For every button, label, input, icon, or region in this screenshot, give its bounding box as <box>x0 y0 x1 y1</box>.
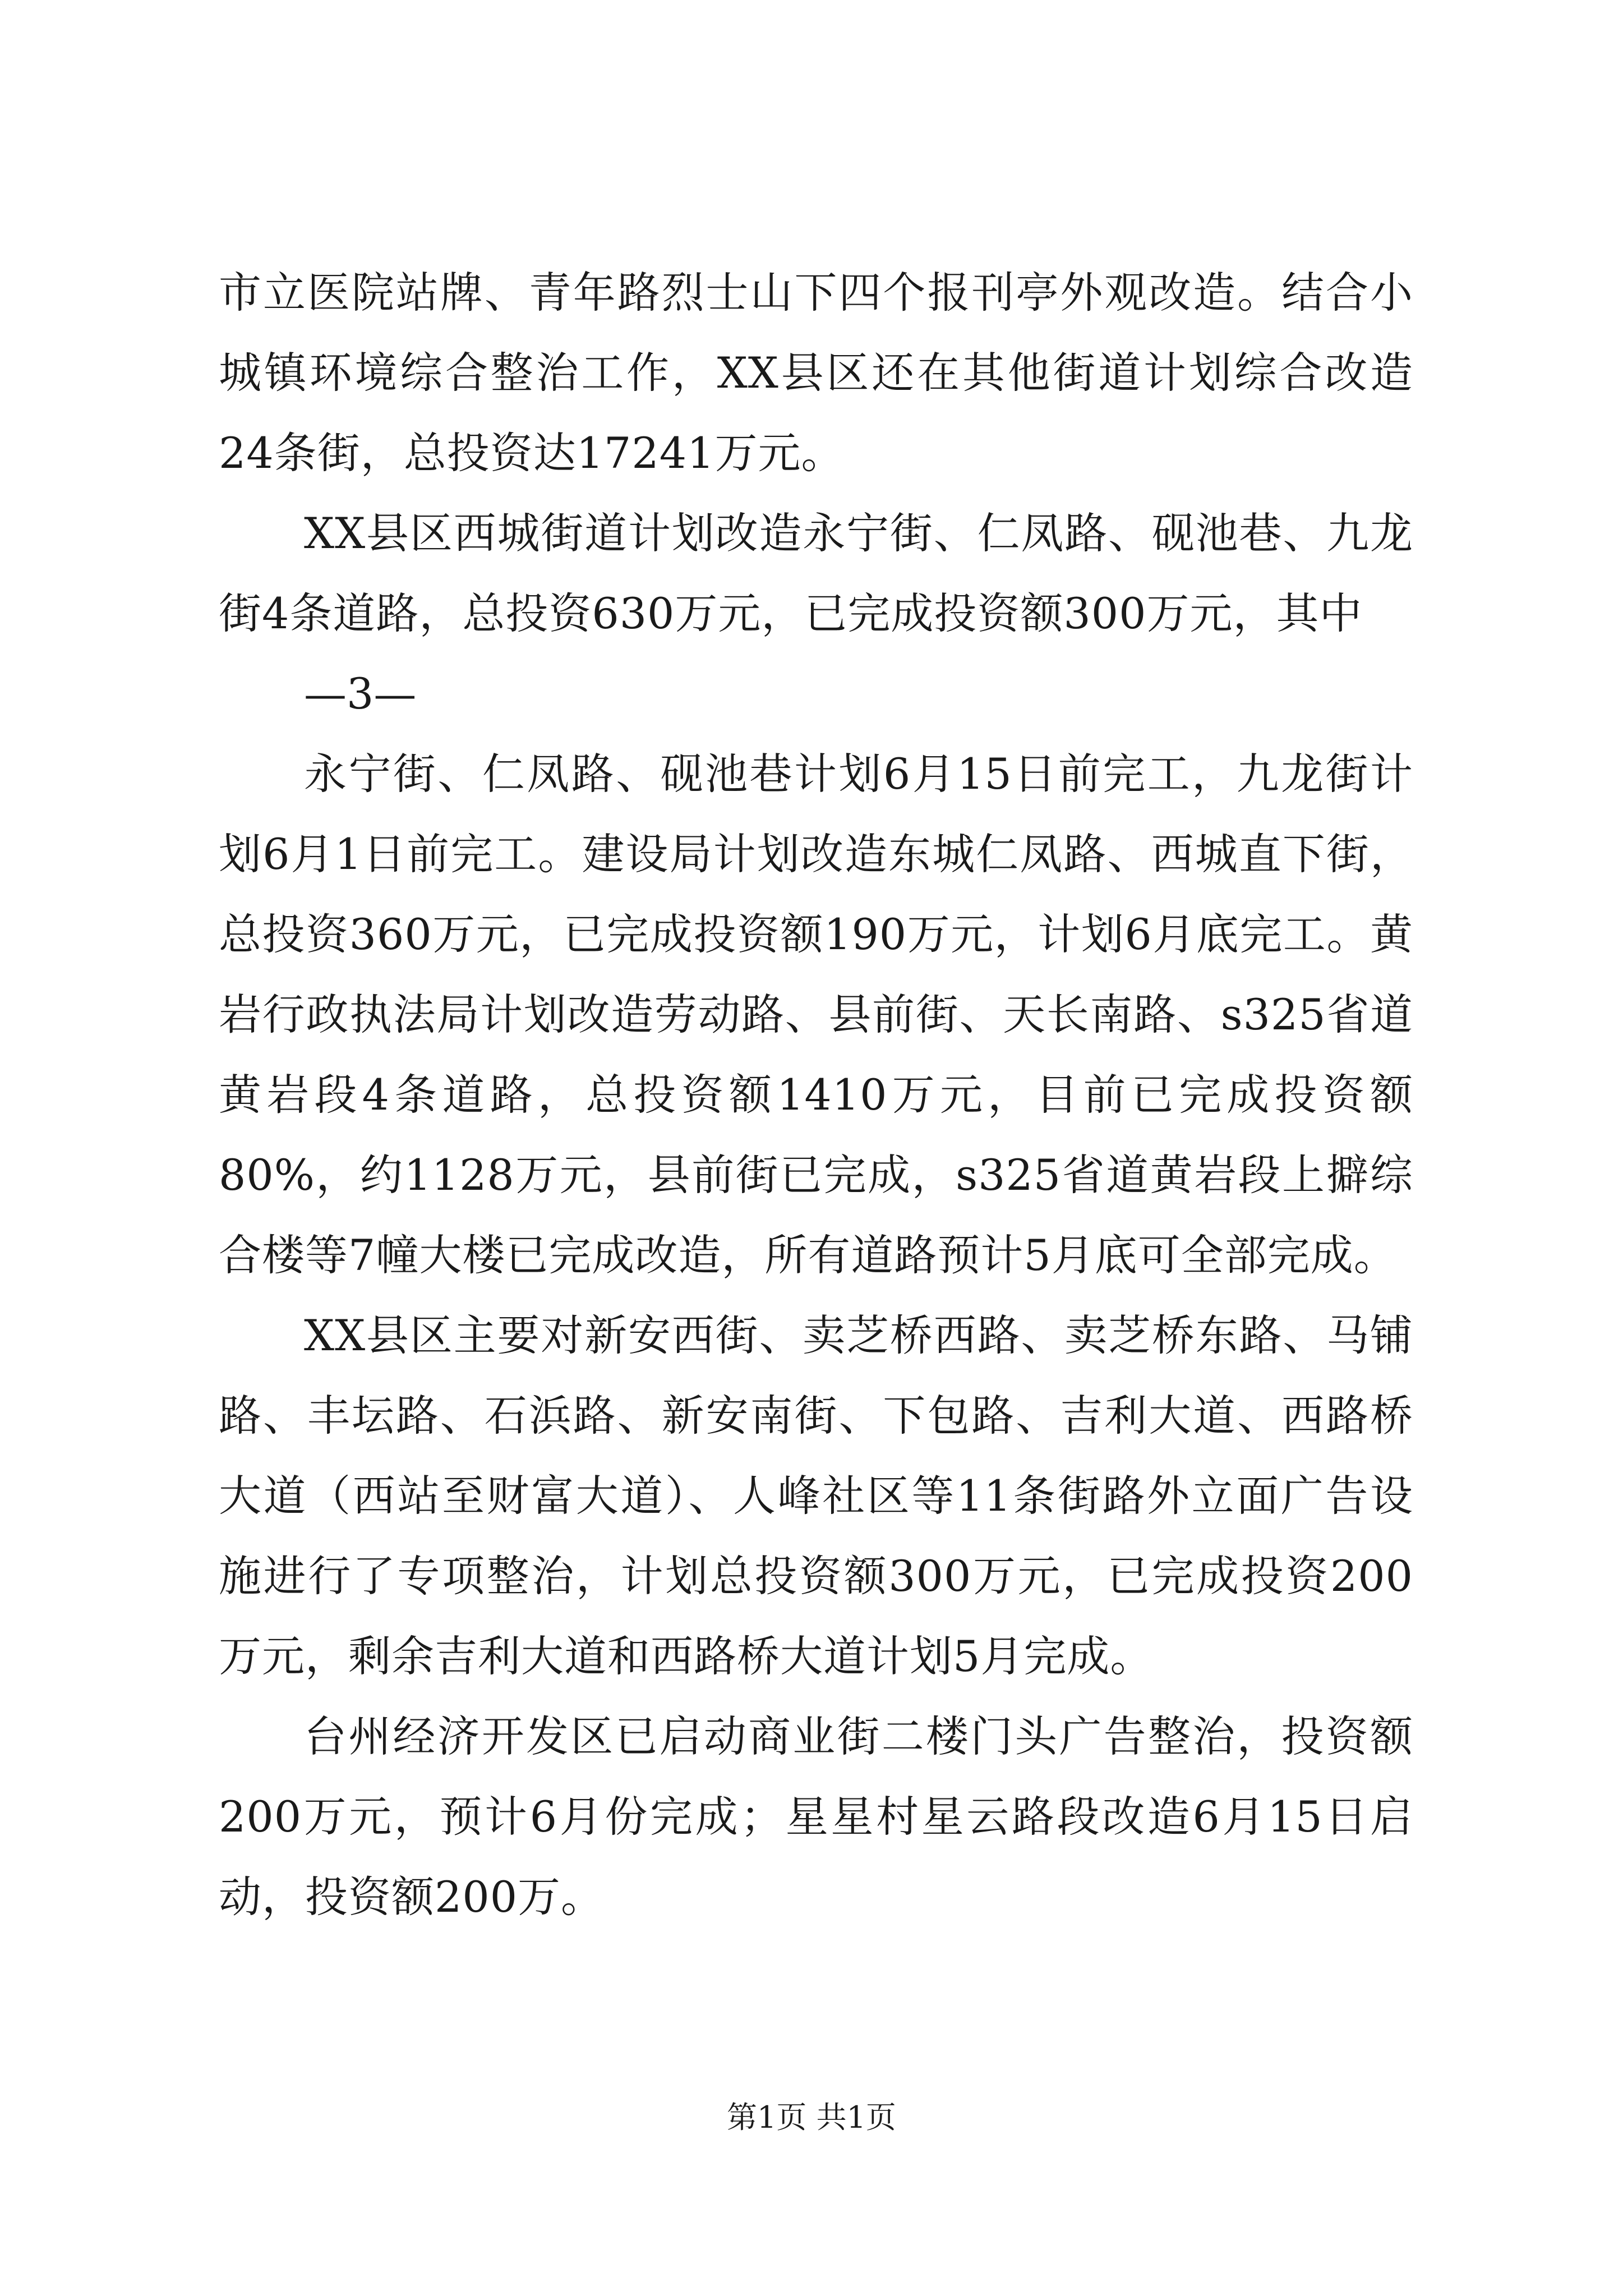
paragraph-4: XX县区主要对新安西街、卖芝桥西路、卖芝桥东路、马铺路、丰坛路、石浜路、新安南街、下包路、吉利大道、西路桥大道（西站至财富大道）、人峰社区等11条街路外立面广告设施进行了专项整治，计划总投资额300万元，已完成投资200万元，剩余吉利大道和西路桥大道计划5月完成。 <box>219 1310 1413 1681</box>
paragraph-1: 市立医院站牌、青年路烈士山下四个报刊亭外观改造。结合小城镇环境综合整治工作，XX县区还在其他街道计划综合改造24条街，总投资达17241万元。 <box>219 268 1413 478</box>
paragraph-2: XX县区西城街道计划改造永宁街、仁凤路、砚池巷、九龙街4条道路，总投资630万元，已完成投资额300万元，其中 <box>219 508 1413 638</box>
document-body <box>219 252 1413 1937</box>
paragraph-3: 永宁街、仁凤路、砚池巷计划6月15日前完工，九龙街计划6月1日前完工。建设局计划改造东城仁凤路、西城直下街，总投资360万元，已完成投资额190万元，计划6月底完工。黄岩行政执法局计划改造劳动路、县前街、天长南路、s325省道黄岩段4条道路，总投资额1410万元，目前已完成投资额80%，约1128万元，县前街已完成，s325省道黄岩段上擗综合楼等7幢大楼已完成改造，所有道路预计5月底可全部完成。 <box>219 749 1413 1280</box>
page-marker: —3— <box>304 669 417 719</box>
page-footer: 第1页 共1页 <box>727 2100 896 2135</box>
paragraph-5: 台州经济开发区已启动商业街二楼门头广告整治，投资额200万元，预计6月份完成；星星村星云路段改造6月15日启动，投资额200万。 <box>219 1711 1413 1922</box>
